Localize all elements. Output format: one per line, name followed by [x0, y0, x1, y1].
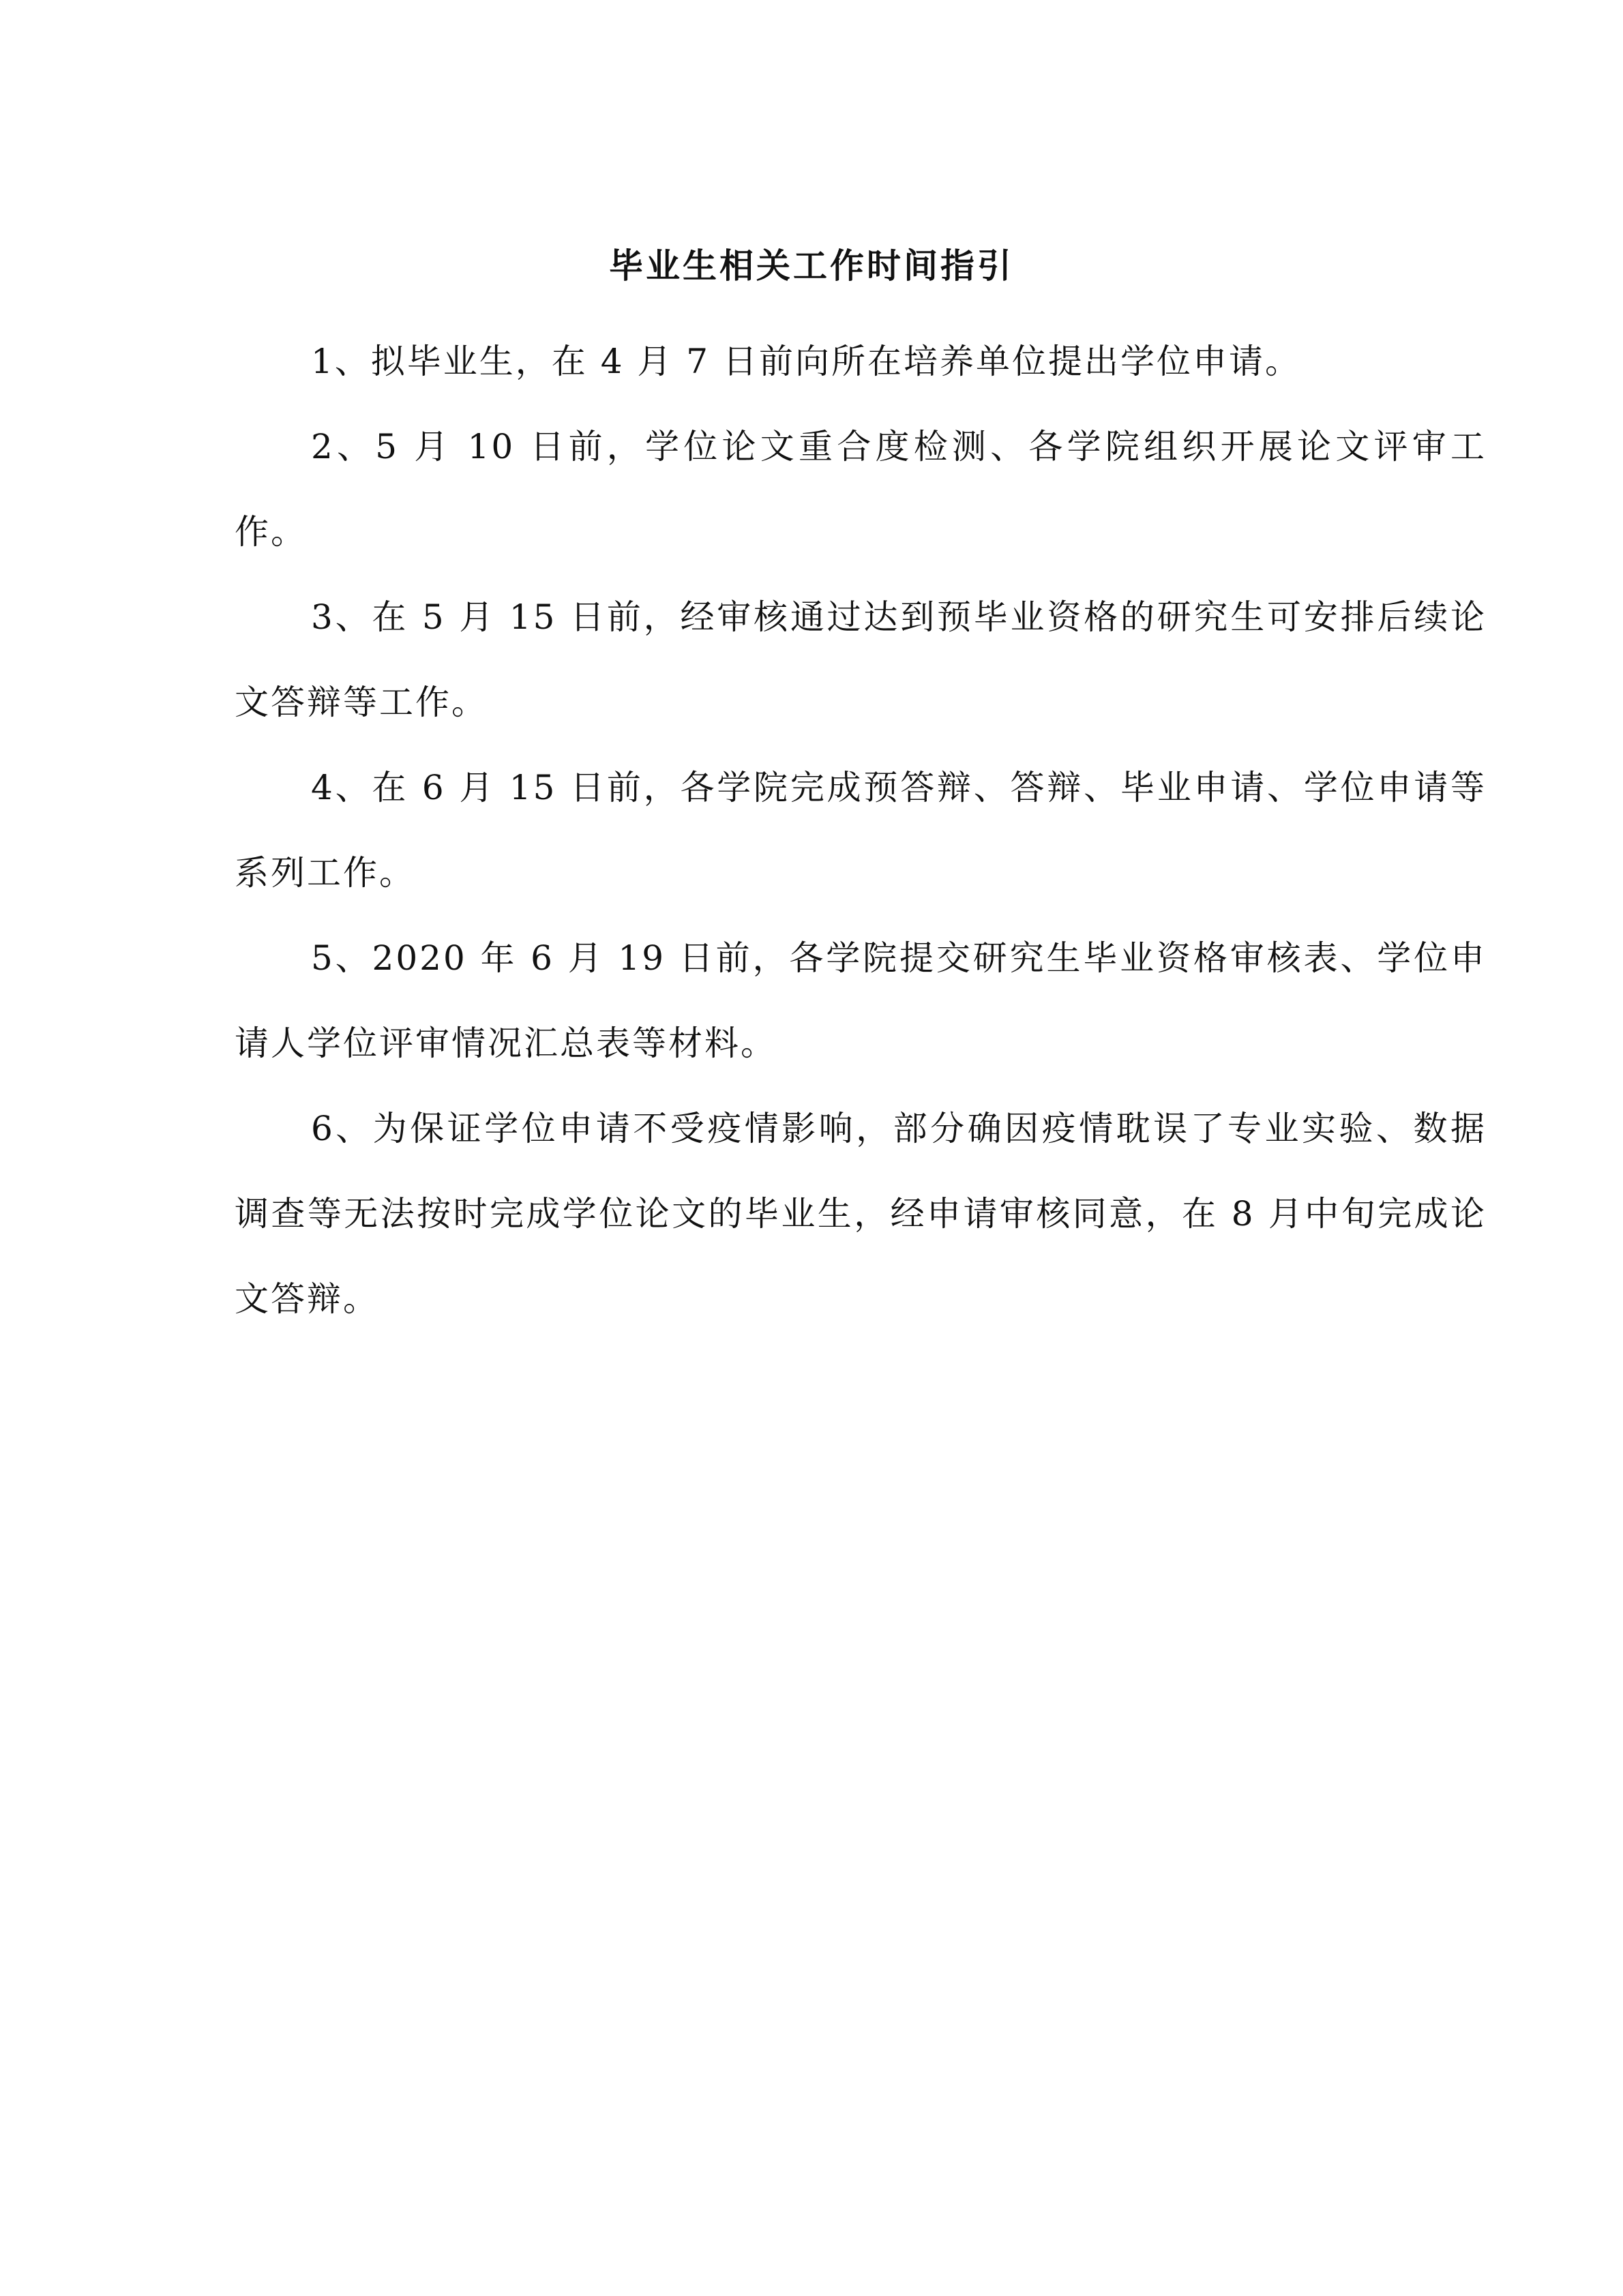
paragraph-2: 2、5 月 10 日前，学位论文重合度检测、各学院组织开展论文评审工作。 [235, 427, 1487, 552]
paragraph-6: 6、为保证学位申请不受疫情影响，部分确因疫情耽误了专业实验、数据调查等无法按时完成学位论文的毕业生，经申请审核同意，在 8 月中旬完成论文答辩。 [235, 1109, 1487, 1319]
document-title: 毕业生相关工作时间指引 [609, 246, 1014, 286]
document-body [235, 319, 1487, 1342]
paragraph-1: 1、拟毕业生，在 4 月 7 日前向所在培养单位提出学位申请。 [311, 342, 1302, 381]
paragraph-5: 5、2020 年 6 月 19 日前，各学院提交研究生毕业资格审核表、学位申请人学位评审情况汇总表等材料。 [235, 938, 1487, 1063]
paragraph-3: 3、在 5 月 15 日前，经审核通过达到预毕业资格的研究生可安排后续论文答辩等工作。 [235, 597, 1487, 722]
paragraph-4: 4、在 6 月 15 日前，各学院完成预答辩、答辩、毕业申请、学位申请等系列工作。 [235, 768, 1487, 893]
